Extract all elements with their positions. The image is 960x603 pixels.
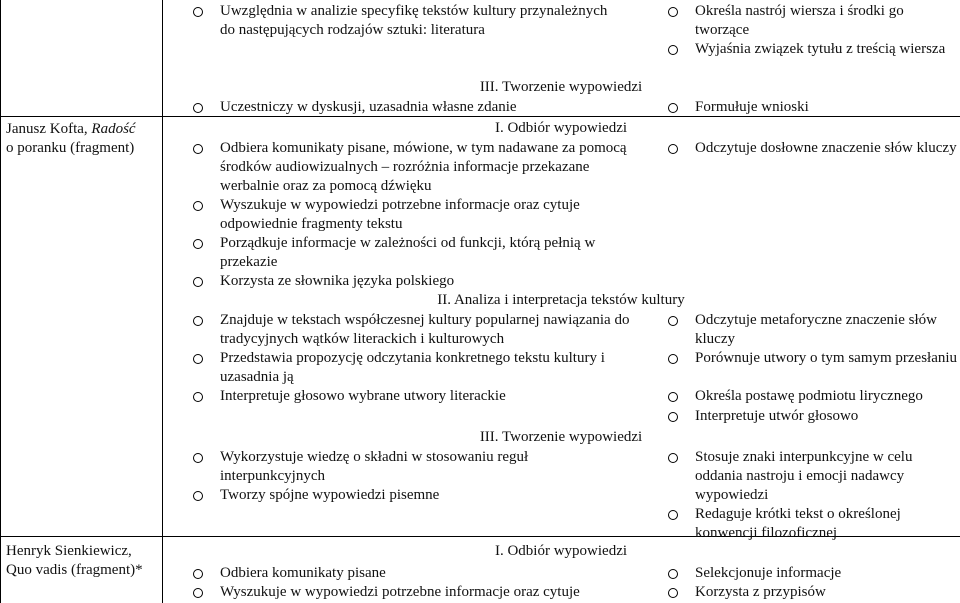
list-item: Odbiera komunikaty pisane, mówione, w tym nadawane za pomocą środków audiowizualnych – rozróżnia informacje przekazane werbalnie oraz za pomocą dźwięku [186, 139, 630, 196]
bullet-icon [193, 103, 203, 113]
list-item: Określa nastrój wiersza i środki go tworzące [661, 2, 960, 40]
list-item: Porównuje utwory o tym samym przesłaniu [661, 349, 960, 368]
bullet-icon [668, 392, 678, 402]
list-item: Wykorzystuje wiedzę o składni w stosowaniu reguł interpunkcyjnych [186, 448, 636, 486]
text1-title-italic: Radość [91, 121, 136, 137]
bullet-icon [668, 103, 678, 113]
list-item: Odczytuje dosłowne znaczenie słów kluczy [661, 139, 960, 158]
section-header: I. Odbiór wypowiedzi [494, 543, 628, 559]
list-item: Wyszukuje w wypowiedzi potrzebne informacje oraz cytuje [186, 583, 656, 602]
list-item: Wyjaśnia związek tytułu z treścią wiersza [661, 40, 960, 59]
bullet-icon [193, 392, 203, 402]
list-item: Odbiera komunikaty pisane [186, 564, 656, 583]
bullet-icon [668, 569, 678, 579]
bullet-icon [668, 45, 678, 55]
section-header: III. Tworzenie wypowiedzi [479, 79, 643, 95]
list-item: Interpretuje utwór głosowo [661, 407, 960, 426]
list-item: Selekcjonuje informacje [661, 564, 960, 583]
text1-rest: o poranku (fragment) [6, 140, 135, 156]
text1-author: Janusz Kofta, [6, 121, 92, 137]
list-item: Korzysta z przypisów [661, 583, 960, 602]
section-header: II. Analiza i interpretacja tekstów kultury [437, 292, 685, 308]
section-header: III. Tworzenie wypowiedzi [479, 429, 643, 445]
bullet-icon [193, 277, 203, 287]
section-header: I. Odbiór wypowiedzi [494, 120, 628, 136]
bullet-icon [193, 569, 203, 579]
list-item: Redaguje krótki tekst o określonej konwencji filozoficznej [661, 505, 960, 543]
bullet-icon [668, 453, 678, 463]
list-item: Formułuje wnioski [661, 98, 960, 117]
bullet-icon [193, 144, 203, 154]
bullet-icon [668, 316, 678, 326]
bullet-icon [193, 239, 203, 249]
text2-title [6, 542, 156, 580]
list-item: Wyszukuje w wypowiedzi potrzebne informacje oraz cytuje odpowiednie fragmenty tekstu [186, 196, 630, 234]
bullet-icon [193, 201, 203, 211]
bullet-icon [193, 7, 203, 17]
list-item: Stosuje znaki interpunkcyjne w celu oddania nastroju i emocji nadawcy wypowiedzi [661, 448, 960, 505]
bullet-icon [193, 354, 203, 364]
list-item: Tworzy spójne wypowiedzi pisemne [186, 486, 636, 505]
list-item: Korzysta ze słownika języka polskiego [186, 272, 630, 291]
bullet-icon [668, 510, 678, 520]
list-item: Przedstawia propozycję odczytania konkretnego tekstu kultury i uzasadnia ją [186, 349, 636, 387]
text1-title [6, 120, 156, 158]
list-item: Odczytuje metaforyczne znaczenie słów kluczy [661, 311, 960, 349]
bullet-icon [668, 588, 678, 598]
bullet-icon [668, 412, 678, 422]
list-item: Uczestniczy w dyskusji, uzasadnia własne zdanie [186, 98, 656, 117]
table-border-left [0, 0, 1, 603]
bullet-icon [668, 354, 678, 364]
bullet-icon [668, 7, 678, 17]
list-item: Określa postawę podmiotu lirycznego [661, 387, 960, 406]
list-item: Znajduje w tekstach współczesnej kultury popularnej nawiązania do tradycyjnych wątków literackich i kulturowych [186, 311, 636, 349]
bullet-icon [193, 491, 203, 501]
list-item: Porządkuje informacje w zależności od funkcji, którą pełnią w przekazie [186, 234, 630, 272]
list-item: Interpretuje głosowo wybrane utwory literackie [186, 387, 636, 406]
text2-author: Henryk Sienkiewicz, [6, 543, 132, 559]
text2-rest: Quo vadis (fragment)* [6, 562, 143, 578]
list-item: Uwzględnia w analizie specyfikę tekstów kultury przynależnych do następujących rodzajów sztuki: literatura [186, 2, 622, 40]
bullet-icon [193, 316, 203, 326]
bullet-icon [193, 453, 203, 463]
bullet-icon [668, 144, 678, 154]
bullet-icon [193, 588, 203, 598]
